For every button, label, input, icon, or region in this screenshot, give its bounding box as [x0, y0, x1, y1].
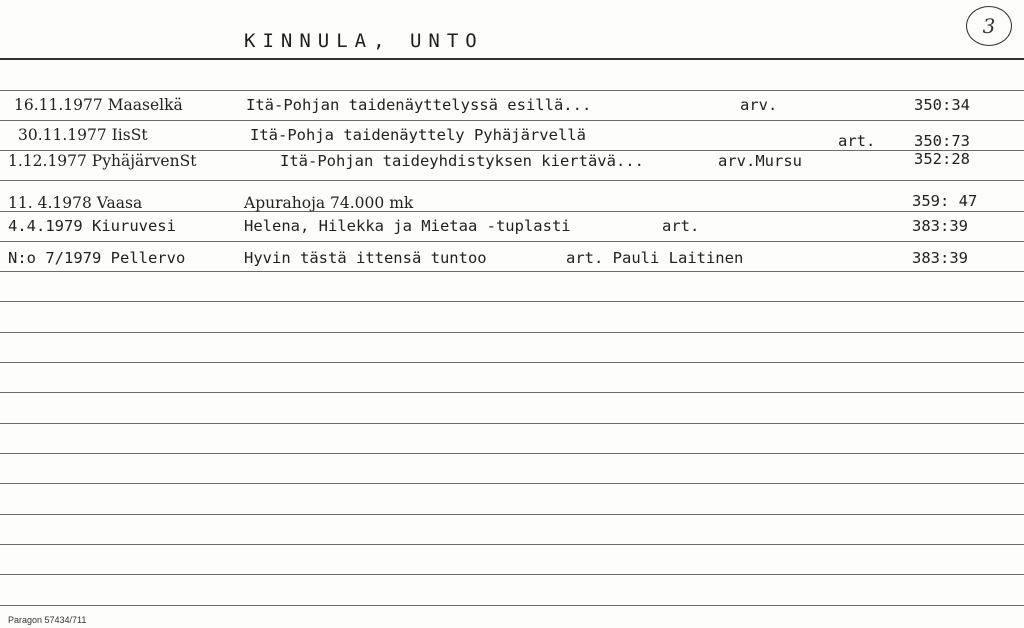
- ruled-line: [0, 332, 1024, 333]
- entry-reference: 359: 47: [912, 192, 978, 210]
- entry-date-place: 1.12.1977 PyhäjärvenSt: [8, 152, 197, 170]
- ruled-line: [0, 392, 1024, 393]
- ruled-line: [0, 544, 1024, 545]
- entry-description: Helena, Hilekka ja Mietaa -tuplasti: [244, 217, 571, 235]
- ruled-line: [0, 483, 1024, 484]
- entry-description: Hyvin tästä ittensä tuntoo: [244, 249, 487, 267]
- entry-row: [0, 96, 1024, 126]
- ruled-line: [0, 301, 1024, 302]
- ruled-line: [0, 605, 1024, 606]
- entry-row: [0, 249, 1024, 279]
- card-title: KINNULA, UNTO: [244, 30, 484, 52]
- entry-date-place: 30.11.1977 IisSt: [18, 126, 148, 144]
- header-rule: [0, 58, 1024, 60]
- entry-description: Itä-Pohjan taideyhdistyksen kiertävä...: [280, 152, 644, 170]
- entry-note: arv.: [740, 96, 778, 114]
- ruled-line: [0, 362, 1024, 363]
- entry-note: art.: [662, 217, 700, 235]
- entry-reference: 350:73: [914, 132, 970, 150]
- entry-note: arv.Mursu: [718, 152, 802, 170]
- entry-row: [0, 152, 1024, 182]
- entry-note: art. Pauli Laitinen: [566, 249, 744, 267]
- entry-date-place: 4.4.1979 Kiuruvesi: [8, 217, 176, 235]
- entry-date-place: N:o 7/1979 Pellervo: [8, 249, 186, 267]
- page-number-circle: [966, 6, 1012, 46]
- entry-reference: 350:34: [914, 96, 970, 114]
- entry-row: [0, 217, 1024, 247]
- entry-date-place: 11. 4.1978 Vaasa: [8, 194, 143, 212]
- entry-description: Itä-Pohja taidenäyttely Pyhäjärvellä: [250, 126, 586, 144]
- page-number: 3: [982, 14, 996, 38]
- ruled-line: [0, 423, 1024, 424]
- ruled-line: [0, 453, 1024, 454]
- entry-note: art.: [838, 132, 876, 150]
- entry-description: Itä-Pohjan taidenäyttelyssä esillä...: [246, 96, 592, 114]
- ruled-line: [0, 574, 1024, 575]
- ruled-line: [0, 90, 1024, 91]
- entry-reference: 383:39: [912, 249, 968, 267]
- entry-description: Apurahoja 74.000 mk: [244, 194, 414, 212]
- card-footer-print: Paragon 57434/711: [8, 615, 87, 625]
- entry-reference: 352:28: [914, 150, 970, 168]
- ruled-line: [0, 514, 1024, 515]
- entry-reference: 383:39: [912, 217, 968, 235]
- entry-date-place: 16.11.1977 Maaselkä: [14, 96, 183, 114]
